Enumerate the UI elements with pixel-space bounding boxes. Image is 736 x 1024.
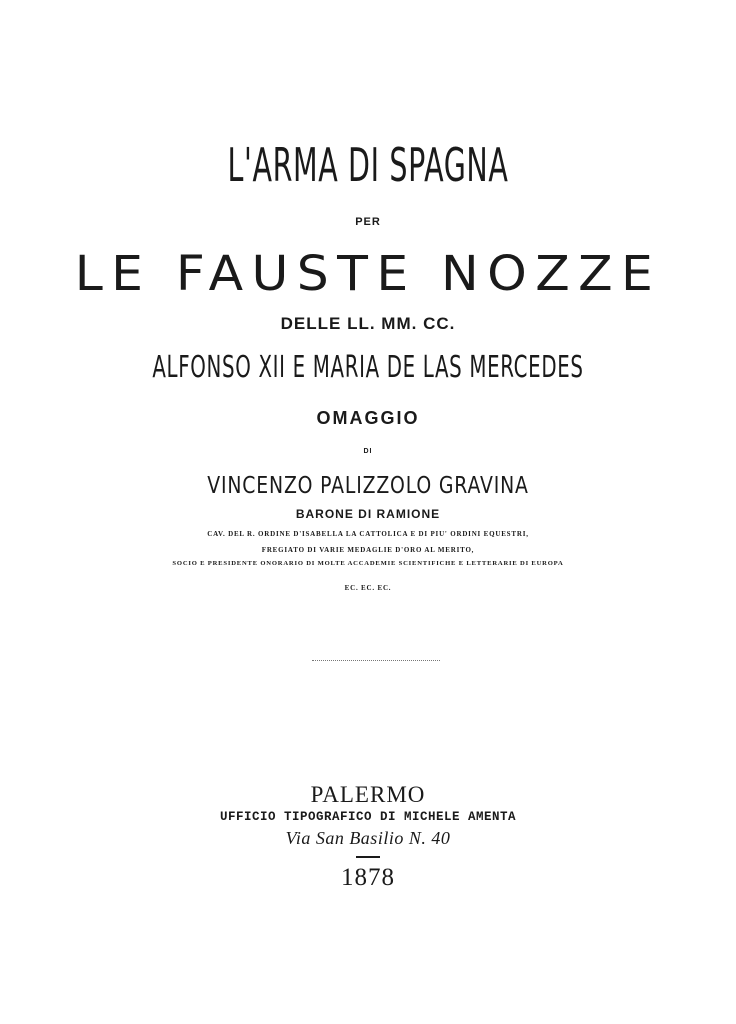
author-honor-line: SOCIO E PRESIDENTE ONORARIO DI MOLTE ACCADEMIE SCIENTIFICHE E LETTERARIE DI EUROPA <box>172 560 564 567</box>
author-honor-line: FREGIATO DI VARIE MEDAGLIE D'ORO AL MERITO, <box>261 546 475 554</box>
author-honor-line: CAV. DEL R. ORDINE D'ISABELLA LA CATTOLICA E DI PIU' ORDINI EQUESTRI, <box>207 530 529 538</box>
imprint-address: Via San Basilio N. 40 <box>285 828 451 848</box>
author-name: VINCENZO PALIZZOLO GRAVINA <box>207 473 529 499</box>
di-label: DI <box>363 448 373 455</box>
royal-names: ALFONSO XII E MARIA DE LAS MERCEDES <box>152 350 584 385</box>
book-title: L'ARMA DI SPAGNA <box>227 138 509 192</box>
author-honor-line: EC. EC. EC. <box>344 584 392 592</box>
imprint-printer: UFFICIO TIPOGRAFICO DI MICHELE AMENTA <box>219 810 517 824</box>
per-label: PER <box>355 216 381 228</box>
publication-year: 1878 <box>341 864 395 891</box>
author-title: BARONE DI RAMIONE <box>295 507 441 521</box>
book-subtitle: LE FAUSTE NOZZE <box>74 246 662 302</box>
short-rule <box>356 856 380 858</box>
imprint-city: PALERMO <box>310 782 426 807</box>
dedication-line: DELLE LL. MM. CC. <box>280 314 456 333</box>
ornamental-divider <box>312 660 440 663</box>
omaggio-label: OMAGGIO <box>316 408 420 428</box>
